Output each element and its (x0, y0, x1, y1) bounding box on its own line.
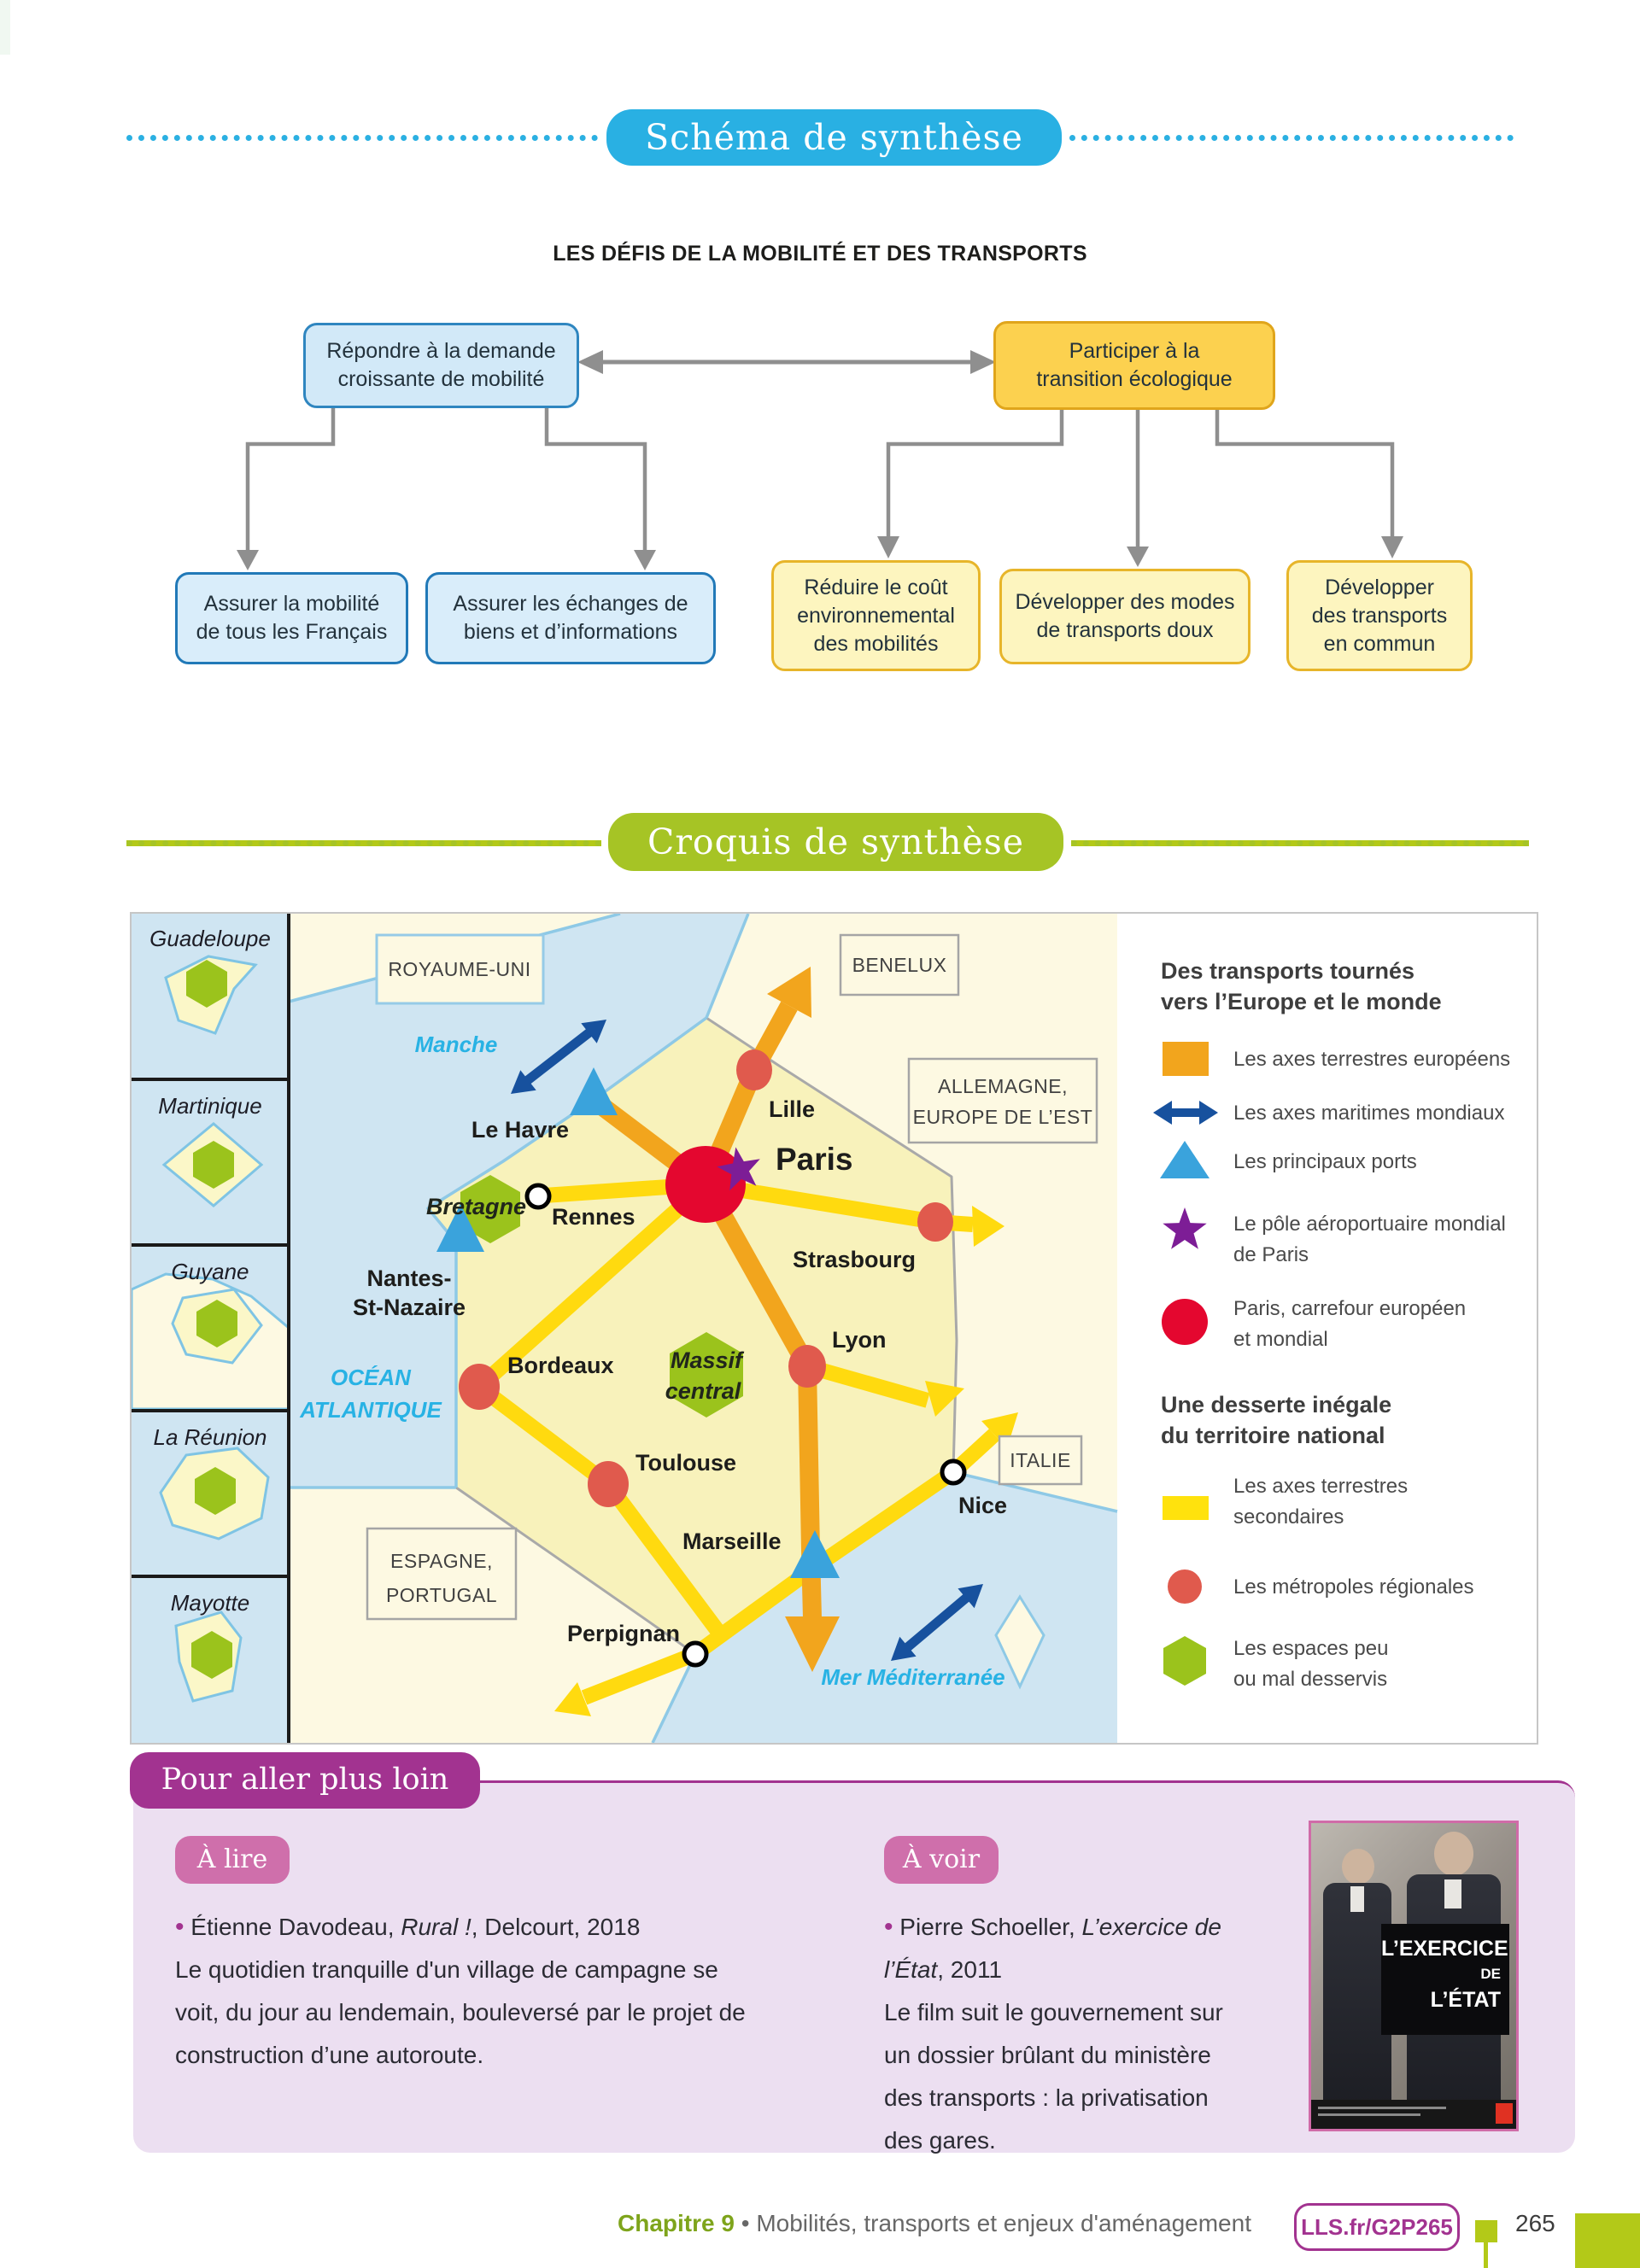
flow-box-public-line1: Développer (1325, 575, 1434, 599)
read-summary-line2: voit, du jour au lendemain, bouleversé par le projet de (175, 1999, 746, 2025)
legend-euro-axes-label: Les axes terrestres européens (1233, 1048, 1511, 1071)
legend-yellow-swatch (1163, 1496, 1209, 1520)
dotted-line-right-green (1071, 840, 1529, 846)
flow-box-cost-line1: Réduire le coût (804, 575, 948, 599)
flow-box-mobility-line1: Assurer la mobilité (203, 592, 380, 616)
read-publisher: , Delcourt, 2018 (471, 1914, 641, 1940)
flow-box-soft-line1: Développer des modes (1015, 590, 1235, 614)
footer-chapter: Chapitre 9 (618, 2210, 735, 2236)
lille-label: Lille (769, 1096, 816, 1122)
flow-box-cost (771, 560, 981, 671)
lehavre-label: Le Havre (471, 1117, 569, 1143)
uk-label: ROYAUME-UNI (388, 958, 531, 980)
poster-title-box (1381, 1924, 1509, 2035)
legend-title-2b: du territoire national (1161, 1423, 1385, 1448)
massif-label-1: Massif (670, 1347, 743, 1373)
flow-box-cost-line2: environnemental (797, 603, 955, 628)
flow-box-soft-line2: de transports doux (1036, 618, 1214, 642)
croquis-title-pill: Croquis de synthèse (608, 813, 1063, 871)
watch-tag-pill: À voir (884, 1836, 999, 1884)
further-title-pill: Pour aller plus loin (130, 1752, 480, 1809)
flow-box-transition-line2: transition écologique (1036, 367, 1233, 391)
poster-title-line2: DE (1480, 1966, 1501, 1982)
legend-spaces-label-2: ou mal desservis (1233, 1668, 1388, 1691)
toulouse-label: Toulouse (636, 1450, 736, 1476)
watch-reference (884, 1906, 1286, 2162)
legend-hexagon-glyph (1163, 1636, 1206, 1686)
legend-orange-swatch (1163, 1042, 1209, 1076)
flow-box-mobility-line2: de tous les Français (196, 620, 388, 644)
poster-credits-strip (1311, 2100, 1516, 2129)
ocean-label-2: ATLANTIQUE (300, 1397, 442, 1423)
nantes-label-2: St-Nazaire (352, 1295, 466, 1320)
flow-box-demand-line2: croissante de mobilité (337, 367, 545, 391)
svg-text:Martinique: Martinique (158, 1093, 262, 1119)
germany-label-2: EUROPE DE L’EST (912, 1106, 1093, 1128)
footer-green-square (1475, 2220, 1497, 2242)
synthesis-map (130, 912, 1538, 1745)
perpignan-circle (684, 1643, 706, 1665)
strasbourg-dot (917, 1202, 953, 1242)
flow-box-transition (993, 321, 1275, 410)
legend-metro-glyph (1168, 1569, 1202, 1604)
legend-port-glyph (1160, 1141, 1210, 1178)
paris-label: Paris (776, 1142, 853, 1177)
lyon-label: Lyon (832, 1327, 887, 1353)
dotted-line-right (1069, 135, 1514, 141)
bordeaux-dot (459, 1364, 500, 1410)
poster-title-line1: L’EXERCICE (1381, 1937, 1508, 1961)
nice-circle (942, 1461, 964, 1483)
watch-work-title-2: l’État (884, 1956, 938, 1983)
read-summary-line3: construction d’une autoroute. (175, 2042, 484, 2068)
dotted-line-left-green (126, 840, 601, 846)
poster-title-line3: L’ÉTAT (1430, 1988, 1501, 2012)
massif-label-2: central (665, 1378, 741, 1404)
brittany-label: Bretagne (425, 1194, 526, 1219)
nantes-label-1: Nantes- (366, 1266, 452, 1291)
flow-box-public-transport (1286, 560, 1473, 671)
legend-airport-label-2: de Paris (1233, 1243, 1309, 1266)
germany-label-1: ALLEMAGNE, (938, 1075, 1068, 1097)
watch-year: , 2011 (937, 1956, 1003, 1983)
ocean-label-1: OCÉAN (331, 1365, 411, 1390)
legend-title-1b: vers l’Europe et le monde (1161, 989, 1442, 1014)
strasbourg-label: Strasbourg (792, 1247, 917, 1272)
italy-label: ITALIE (1010, 1449, 1071, 1471)
watch-bullet: • (884, 1913, 893, 1941)
footer-line (618, 2210, 1251, 2237)
flow-box-mobility (175, 572, 408, 664)
spain-label-1: ESPAGNE, (390, 1550, 493, 1572)
watch-author: Pierre Schoeller, (899, 1914, 1082, 1940)
svg-text:Guyane: Guyane (171, 1259, 249, 1284)
lyon-dot (788, 1345, 826, 1388)
nice-label: Nice (958, 1493, 1008, 1518)
mediterranean-label: Mer Méditerranée (821, 1664, 1005, 1690)
footer-title: Mobilités, transports et enjeux d'aménagement (756, 2210, 1251, 2236)
dotted-line-left (126, 135, 598, 141)
legend-metro-label: Les métropoles régionales (1233, 1575, 1474, 1599)
flow-box-demand (303, 323, 579, 408)
bordeaux-label: Bordeaux (507, 1353, 614, 1378)
legend-secondary-label-1: Les axes terrestres (1233, 1475, 1409, 1498)
watch-summary-line4: des gares. (884, 2127, 996, 2154)
flow-box-cost-line3: des mobilités (813, 631, 939, 656)
legend-spaces-label-1: Les espaces peu (1233, 1637, 1389, 1660)
flow-box-public-line3: en commun (1323, 631, 1436, 656)
benelux-label: BENELUX (852, 954, 947, 976)
toulouse-dot (588, 1461, 629, 1507)
watch-summary-line1: Le film suit le gouvernement sur (884, 1999, 1223, 2025)
legend-title-1a: Des transports tournés (1161, 958, 1415, 984)
watch-summary-line2: un dossier brûlant du ministère (884, 2042, 1211, 2068)
legend-airport-label-1: Le pôle aéroportuaire mondial (1233, 1213, 1506, 1236)
read-tag-pill: À lire (175, 1836, 290, 1884)
page-edge-strip (0, 0, 10, 55)
legend-paris-label-1: Paris, carrefour européen (1233, 1297, 1467, 1320)
svg-text:La Réunion: La Réunion (153, 1424, 267, 1450)
legend-maritime-label: Les axes maritimes mondiaux (1233, 1102, 1505, 1125)
watch-work-title-1: L’exercice de (1081, 1914, 1221, 1940)
flow-box-exchanges-line1: Assurer les échanges de (453, 592, 688, 616)
legend-paris-label-2: et mondial (1233, 1328, 1328, 1351)
footer-separator: • (741, 2210, 750, 2236)
page-number: 265 (1515, 2210, 1555, 2236)
rennes-label: Rennes (552, 1204, 636, 1230)
marseille-label: Marseille (682, 1529, 782, 1554)
lls-code-link[interactable]: LLS.fr/G2P265 (1294, 2203, 1460, 2251)
svg-text:Guadeloupe: Guadeloupe (149, 926, 271, 951)
svg-text:Mayotte: Mayotte (170, 1590, 250, 1616)
read-work-title: Rural ! (401, 1914, 472, 1940)
flow-box-exchanges (425, 572, 716, 664)
legend-star-glyph (1163, 1207, 1206, 1249)
poster-logo (1496, 2103, 1513, 2124)
flow-box-exchanges-line2: biens et d’informations (463, 620, 678, 644)
map-legend (1153, 958, 1510, 1691)
read-bullet: • (175, 1913, 184, 1941)
movie-poster (1309, 1821, 1519, 2131)
spain-label-2: PORTUGAL (385, 1584, 498, 1606)
watch-summary-line3: des transports : la privatisation (884, 2084, 1209, 2111)
channel-label: Manche (414, 1032, 498, 1057)
legend-maritime-glyph (1153, 1101, 1218, 1125)
read-reference (175, 1906, 841, 2077)
territory-lareunion (154, 1424, 269, 1539)
read-author: Étienne Davodeau, (190, 1914, 401, 1940)
footer-green-line (1484, 2242, 1488, 2268)
legend-secondary-label-2: secondaires (1233, 1505, 1344, 1529)
flow-box-public-line2: des transports (1311, 603, 1448, 628)
schema-subtitle: LES DÉFIS DE LA MOBILITÉ ET DES TRANSPORTS (553, 242, 1087, 266)
flow-box-transition-line1: Participer à la (1069, 339, 1200, 363)
legend-paris-glyph (1162, 1299, 1208, 1345)
rennes-circle (527, 1185, 549, 1207)
perpignan-label: Perpignan (566, 1621, 680, 1646)
flow-box-demand-line1: Répondre à la demande (326, 339, 556, 363)
legend-ports-label: Les principaux ports (1233, 1150, 1417, 1173)
lille-dot (736, 1049, 772, 1090)
schema-title-pill: Schéma de synthèse (606, 109, 1062, 166)
page-edge-green-block (1575, 2213, 1640, 2268)
flow-box-soft-transport (999, 569, 1250, 664)
legend-title-2a: Une desserte inégale (1161, 1392, 1392, 1418)
read-summary-line1: Le quotidien tranquille d'un village de campagne se (175, 1956, 718, 1983)
